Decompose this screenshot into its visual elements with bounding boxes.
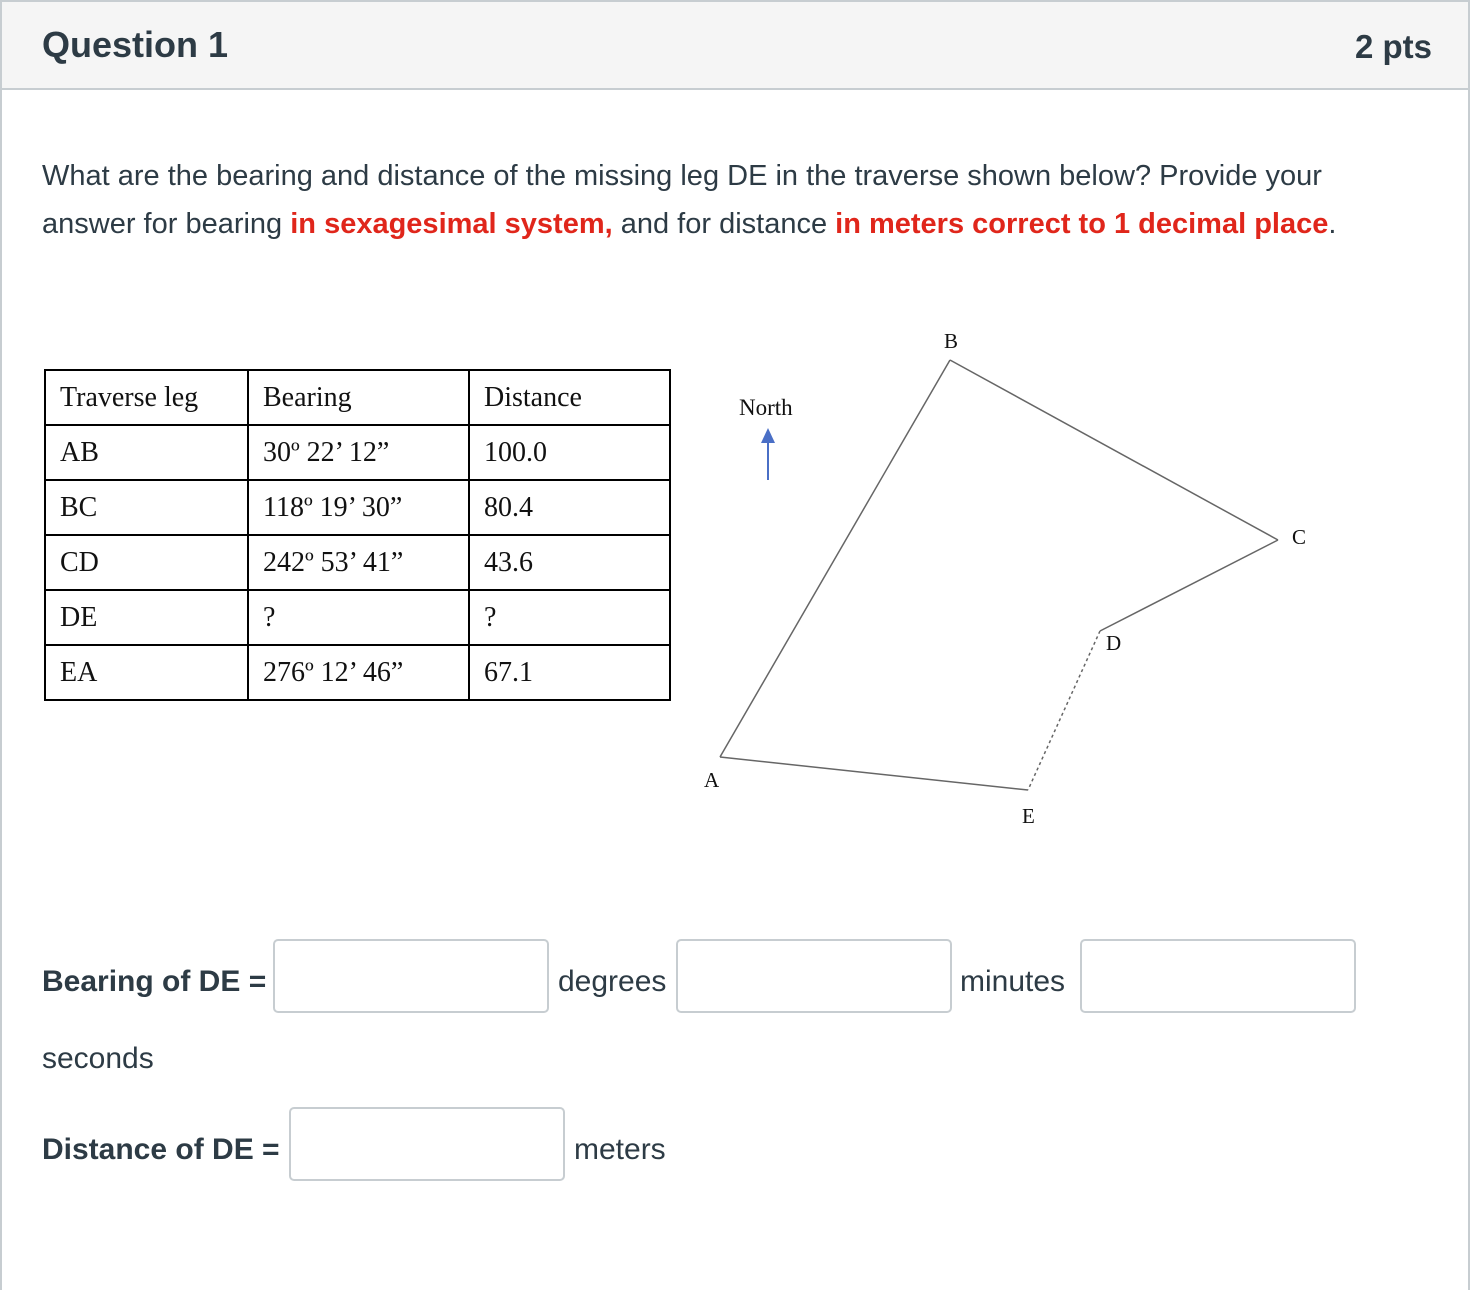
point-label-a: A — [704, 768, 720, 792]
table-cell-leg: AB — [45, 425, 248, 480]
question-text-part: . — [1328, 208, 1337, 240]
seconds-unit-label: seconds — [42, 1042, 154, 1075]
table-cell-distance: 67.1 — [469, 645, 670, 700]
table-cell-distance: ? — [469, 590, 670, 645]
question-title: Question 1 — [42, 24, 229, 65]
table-cell-bearing: ? — [248, 590, 469, 645]
table-row — [45, 645, 670, 700]
bearing-minutes-input[interactable] — [676, 939, 952, 1013]
table-header-cell: Traverse leg — [45, 370, 248, 425]
table-header-cell: Distance — [469, 370, 670, 425]
table-cell-distance: 100.0 — [469, 425, 670, 480]
table-row — [45, 535, 670, 590]
leg-ea — [720, 757, 1028, 790]
bearing-label: Bearing of DE = — [42, 965, 267, 998]
table-cell-leg: EA — [45, 645, 248, 700]
question-text-part: What are the bearing and distance of the missing leg DE in the traverse shown below? Provide your answer for bearing — [42, 160, 1322, 240]
table-header-cell: Bearing — [248, 370, 469, 425]
point-label-b: B — [944, 329, 959, 353]
table-cell-bearing: 242º 53’ 41” — [248, 535, 469, 590]
question-text — [42, 152, 1402, 248]
bearing-seconds-input[interactable] — [1080, 939, 1356, 1013]
table-row — [45, 480, 670, 535]
question-points: 2 pts — [1354, 28, 1432, 65]
distance-input[interactable] — [289, 1107, 565, 1181]
question-header — [2, 2, 1468, 90]
table-cell-distance: 80.4 — [469, 480, 670, 535]
point-label-e: E — [1022, 804, 1035, 828]
point-label-c: C — [1292, 525, 1307, 549]
north-arrowhead-icon — [761, 428, 775, 443]
minutes-unit-label: minutes — [960, 965, 1066, 998]
point-label-d: D — [1106, 631, 1122, 655]
table-cell-leg: CD — [45, 535, 248, 590]
table-cell-leg: DE — [45, 590, 248, 645]
leg-bc — [950, 360, 1278, 540]
distance-label: Distance of DE = — [42, 1133, 280, 1166]
traverse-diagram — [682, 322, 1342, 842]
table-cell-bearing: 118º 19’ 30” — [248, 480, 469, 535]
question-highlight-system: in sexagesimal system, — [290, 208, 613, 240]
leg-cd — [1100, 540, 1278, 631]
leg-de-dashed — [1028, 631, 1100, 790]
table-cell-bearing: 276º 12’ 46” — [248, 645, 469, 700]
table-cell-bearing: 30º 22’ 12” — [248, 425, 469, 480]
degrees-unit-label: degrees — [558, 965, 667, 998]
question-highlight-decimal: in meters correct to 1 decimal place — [835, 208, 1329, 240]
bearing-degrees-input[interactable] — [273, 939, 549, 1013]
question-text-part: and for distance — [612, 208, 836, 240]
north-label: North — [739, 395, 793, 420]
table-row — [45, 425, 670, 480]
meters-unit-label: meters — [574, 1133, 666, 1166]
table-cell-leg: BC — [45, 480, 248, 535]
table-row — [45, 590, 670, 645]
table-header-row — [45, 370, 670, 425]
traverse-table — [44, 369, 671, 701]
table-cell-distance: 43.6 — [469, 535, 670, 590]
